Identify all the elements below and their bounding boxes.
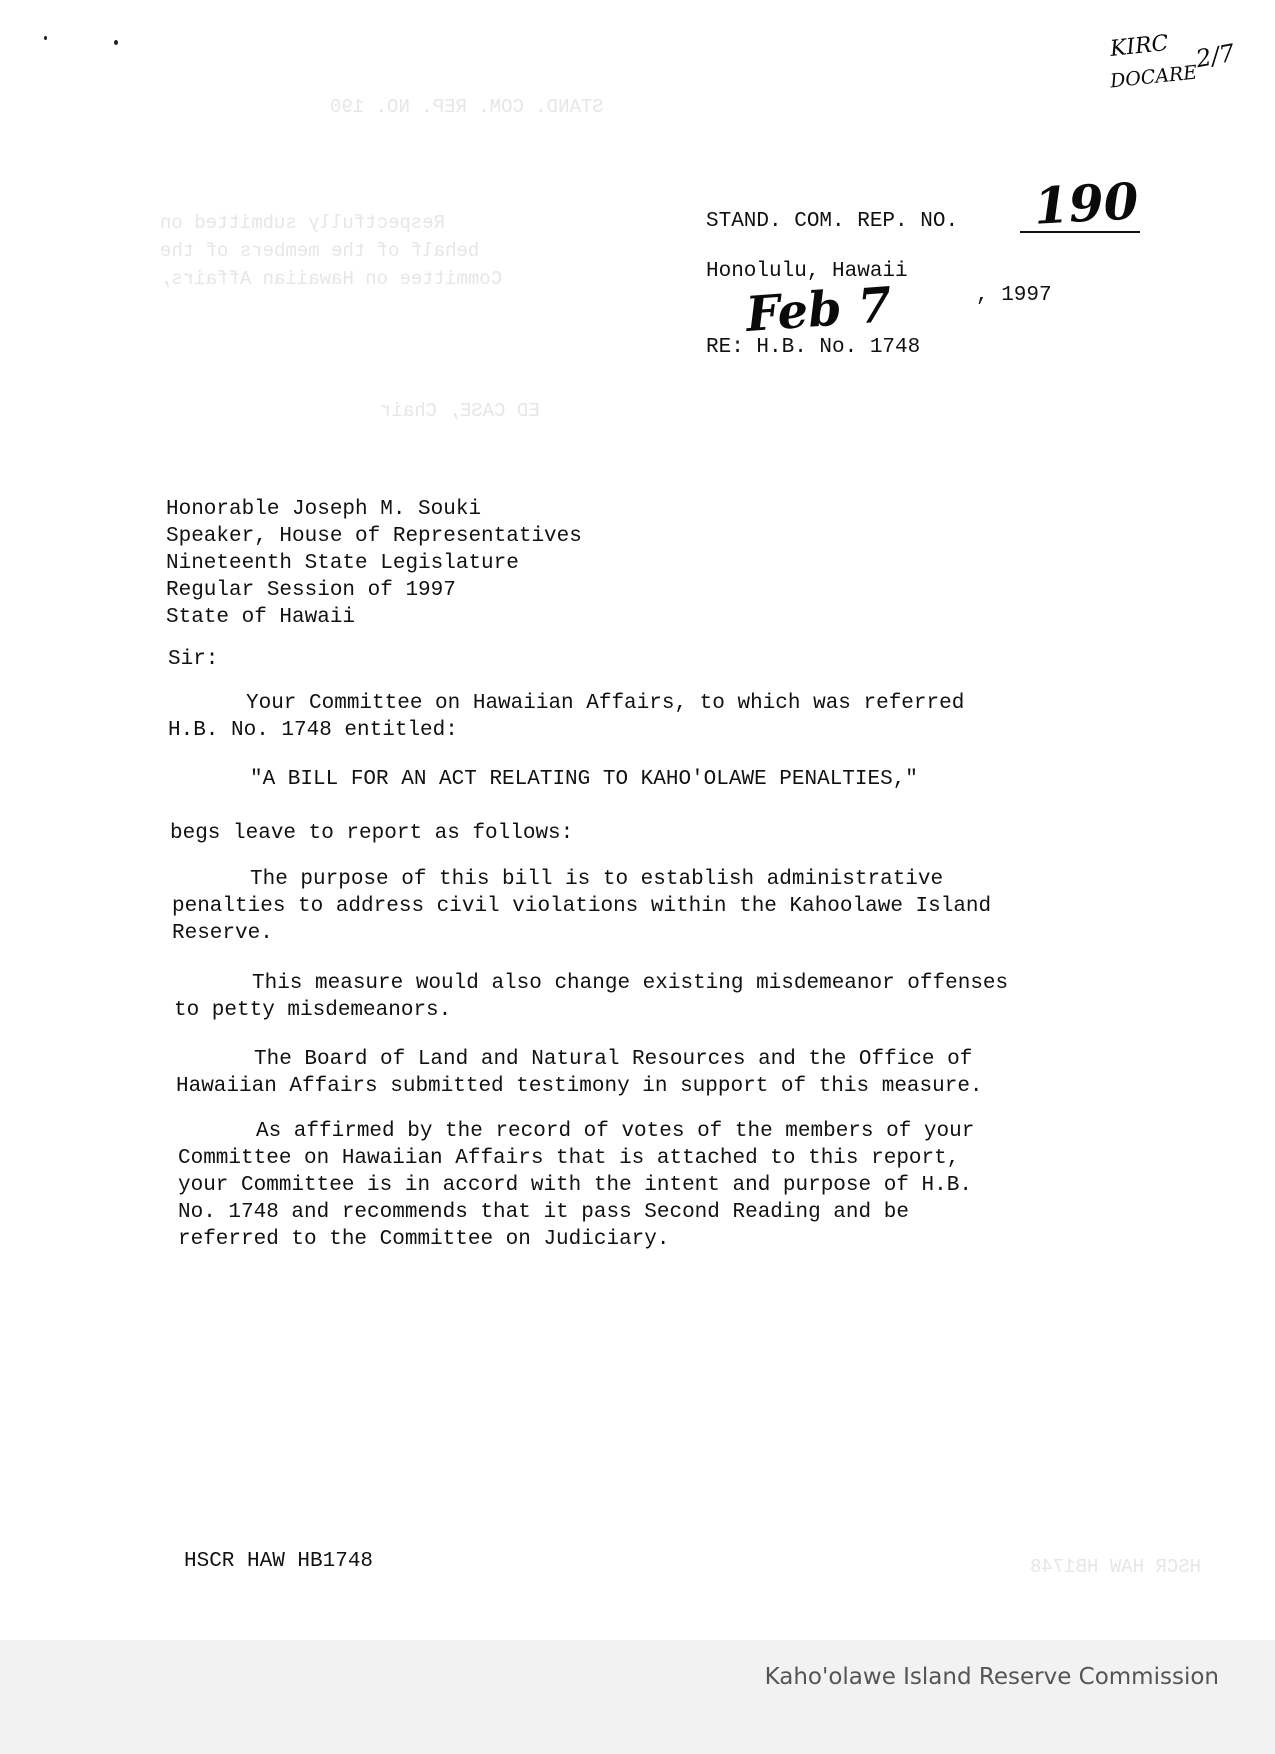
handwritten-page-count: 2/7	[1193, 38, 1237, 74]
body-line: to petty misdemeanors.	[174, 999, 452, 1022]
address-line: State of Hawaii	[166, 606, 356, 629]
address-line: Nineteenth State Legislature	[166, 552, 519, 575]
handwritten-date: Feb 7	[744, 276, 894, 344]
handwritten-corner-note: DOCARE	[1109, 61, 1199, 93]
bleed-through-text: STAND. COM. REP. NO. 190	[330, 96, 604, 118]
body-line: No. 1748 and recommends that it pass Second Reading and be	[178, 1201, 909, 1224]
body-line: referred to the Committee on Judiciary.	[178, 1228, 670, 1251]
body-line: Committee on Hawaiian Affairs that is attached to this report,	[178, 1147, 960, 1170]
paragraph-misdemeanor	[174, 970, 1154, 1024]
body-line: This measure would also change existing misdemeanor offenses	[252, 972, 1009, 995]
body-line: The purpose of this bill is to establish administrative	[250, 868, 944, 891]
address-line: Regular Session of 1997	[166, 579, 456, 602]
bleed-through-text: Committee on Hawaiian Affairs,	[160, 268, 503, 290]
salutation: Sir:	[168, 648, 219, 671]
bill-title: "A BILL FOR AN ACT RELATING TO KAHO'OLAWE PENALTIES,"	[250, 768, 918, 791]
place-line: Honolulu, Hawaii	[706, 260, 908, 283]
watermark-band	[0, 1640, 1275, 1754]
scan-speck	[44, 36, 47, 40]
scan-speck	[114, 40, 118, 45]
paragraph-recommendation	[178, 1118, 1158, 1253]
body-line: The Board of Land and Natural Resources and the Office of	[254, 1048, 973, 1071]
report-intro: begs leave to report as follows:	[170, 822, 574, 845]
body-line: penalties to address civil violations within the Kahoolawe Island	[172, 895, 992, 918]
report-number-handwritten: 190	[1032, 171, 1140, 236]
bleed-through-text: HSCR HAW HB1748	[1030, 1556, 1202, 1578]
bleed-through-text: behalf of the members of the	[160, 240, 480, 262]
watermark-text: Kaho'olawe Island Reserve Commission	[764, 1664, 1219, 1690]
paragraph-purpose	[172, 866, 1152, 947]
address-block	[166, 496, 582, 631]
document-code: HSCR HAW HB1748	[184, 1550, 374, 1573]
handwritten-corner-note: KIRC	[1108, 31, 1170, 62]
address-line: Speaker, House of Representatives	[166, 525, 582, 548]
address-line: Honorable Joseph M. Souki	[166, 498, 482, 521]
bleed-through-text: Respectfully submitted on	[160, 212, 446, 234]
paragraph-referral	[168, 690, 1148, 744]
body-line: H.B. No. 1748 entitled:	[168, 719, 458, 742]
report-number-label: STAND. COM. REP. NO.	[706, 210, 959, 233]
body-line: As affirmed by the record of votes of the members of your	[256, 1120, 975, 1143]
paragraph-testimony	[176, 1046, 1156, 1100]
body-line: Your Committee on Hawaiian Affairs, to which was referred	[246, 692, 965, 715]
body-line: your Committee is in accord with the intent and purpose of H.B.	[178, 1174, 972, 1197]
body-line: Hawaiian Affairs submitted testimony in support of this measure.	[176, 1075, 983, 1098]
bleed-through-text: ED CASE, Chair	[380, 400, 540, 422]
re-line: RE: H.B. No. 1748	[706, 336, 921, 359]
body-line: Reserve.	[172, 922, 273, 945]
date-year: , 1997	[976, 284, 1052, 307]
